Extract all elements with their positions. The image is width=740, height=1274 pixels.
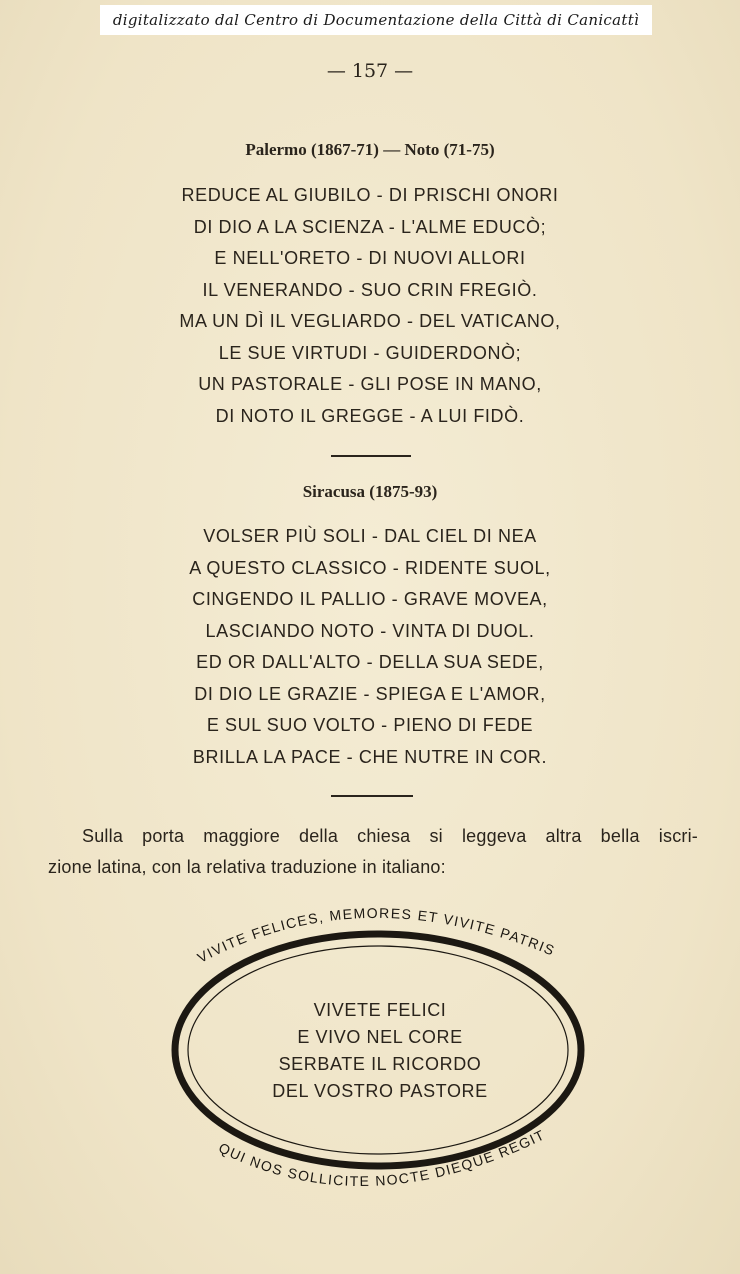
verse-line: IL VENERANDO - SUO CRIN FREGIÒ.	[202, 279, 538, 300]
section-title-siracusa: Siracusa (1875-93)	[302, 482, 438, 501]
verse-block-siracusa	[0, 521, 740, 773]
verse-line: A QUESTO CLASSICO - RIDENTE SUOL,	[189, 557, 551, 578]
emblem-inner-text	[0, 997, 740, 1105]
verse-line: LE SUE VIRTUDI - GUIDERDONÒ;	[218, 342, 522, 363]
section-divider	[331, 455, 411, 457]
prose-line: zione latina, con la relativa traduzione in italiano:	[48, 857, 446, 877]
page-number: — 157 —	[326, 60, 414, 82]
prose-paragraph	[48, 821, 698, 883]
verse-line: REDUCE AL GIUBILO - DI PRISCHI ONORI	[181, 185, 559, 205]
verse-line: LASCIANDO NOTO - VINTA DI DUOL.	[205, 620, 535, 641]
emblem-line: VIVETE FELICI	[313, 1000, 447, 1020]
verse-line: ED OR DALL'ALTO - DELLA SUA SEDE,	[196, 652, 544, 672]
emblem-bottom-arc-text: QUI NOS SOLLICITE NOCTE DIEQUE REGIT	[216, 1126, 548, 1190]
verse-line: VOLSER PIÙ SOLI - DAL CIEL DI NEA	[203, 526, 537, 546]
section-divider	[331, 795, 413, 797]
verse-block-palermo-noto	[0, 180, 740, 432]
emblem-top-arc-text: VIVITE FELICES, MEMORES ET VIVITE PATRIS	[194, 904, 558, 966]
section-title-palermo-noto: Palermo (1867-71) — Noto (71-75)	[245, 140, 495, 159]
verse-line: MA UN DÌ IL VEGLIARDO - DEL VATICANO,	[179, 311, 561, 331]
emblem-line: SERBATE IL RICORDO	[278, 1054, 482, 1074]
prose-line: Sulla porta maggiore della chiesa si leggeva altra bella iscri-	[82, 826, 698, 846]
verse-line: DI NOTO IL GREGGE - A LUI FIDÒ.	[215, 405, 525, 426]
digitization-watermark: digitalizzato dal Centro di Documentazione della Città di Canicattì	[100, 5, 652, 35]
emblem-line: E VIVO NEL CORE	[297, 1027, 463, 1047]
verse-line: E NELL'ORETO - DI NUOVI ALLORI	[214, 248, 526, 268]
verse-line: BRILLA LA PACE - CHE NUTRE IN COR.	[192, 746, 548, 767]
emblem-line: DEL VOSTRO PASTORE	[272, 1081, 488, 1101]
verse-line: E SUL SUO VOLTO - PIENO DI FEDE	[206, 715, 534, 735]
verse-line: DI DIO LE GRAZIE - SPIEGA E L'AMOR,	[194, 683, 546, 704]
verse-line: CINGENDO IL PALLIO - GRAVE MOVEA,	[192, 589, 548, 609]
verse-line: UN PASTORALE - GLI POSE IN MANO,	[198, 374, 542, 394]
verse-line: DI DIO A LA SCIENZA - L'ALME EDUCÒ;	[193, 216, 547, 237]
